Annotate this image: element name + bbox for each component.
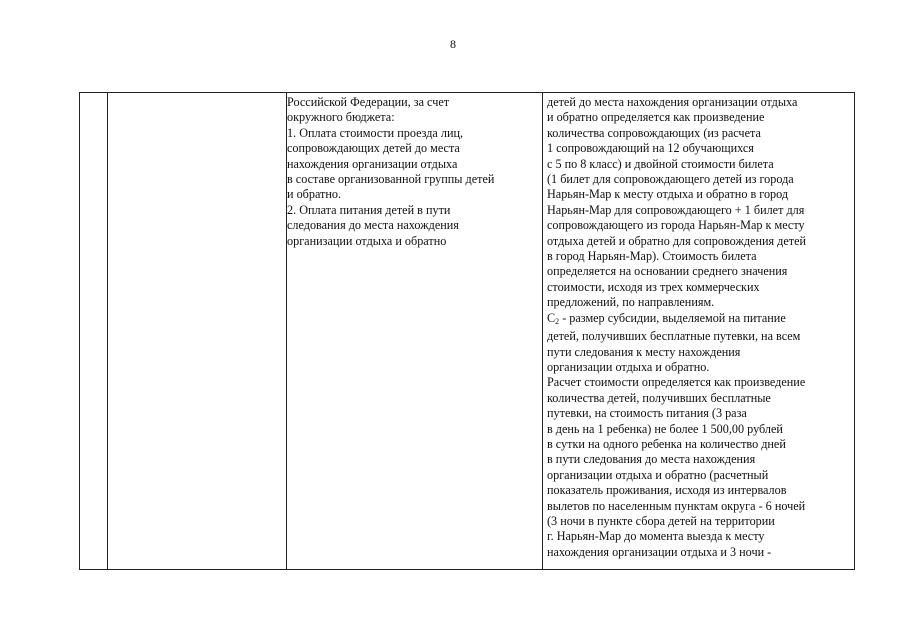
text-line: сопровождающего из города Нарьян-Мар к месту xyxy=(547,218,805,233)
text-line: организации отдыха и обратно xyxy=(287,233,447,248)
text-line: в день на 1 ребенка) не более 1 500,00 рублей xyxy=(547,421,783,436)
text-line: 1 сопровождающий на 12 обучающихся xyxy=(547,141,754,156)
text-line: 1. Оплата стоимости проезда лиц, xyxy=(287,125,464,140)
cell-calculation-method xyxy=(547,95,853,560)
text-line: отдыха детей и обратно для сопровождения детей xyxy=(547,233,807,248)
text-line: г. Нарьян-Мар до момента выезда к месту xyxy=(547,529,765,544)
text-line: пути следования к месту нахождения xyxy=(547,344,741,359)
text-line: вылетов по населенным пунктам округа - 6 ночей xyxy=(547,498,806,513)
text-line: и обратно определяется как произведение xyxy=(547,110,765,125)
text-line: стоимости, исходя из трех коммерческих xyxy=(547,279,760,294)
text-line: Нарьян-Мар для сопровождающего + 1 билет для xyxy=(547,202,805,217)
text-line: организации отдыха и обратно. xyxy=(547,359,710,374)
text-line: сопровождающих детей до места xyxy=(287,141,460,156)
text-line: нахождения организации отдыха и 3 ночи - xyxy=(547,544,772,559)
text-line: детей, получивших бесплатные путевки, на всем xyxy=(547,329,801,344)
page-number: 8 xyxy=(450,37,456,51)
text-line: (3 ночи в пункте сбора детей на территории xyxy=(547,513,775,528)
text-line: с 5 по 8 класс) и двойной стоимости билета xyxy=(547,156,774,171)
text-line: количества детей, получивших бесплатные xyxy=(547,390,771,405)
column-divider xyxy=(542,93,543,569)
text-line: Расчет стоимости определяется как произведение xyxy=(547,375,806,390)
text-line: предложений, по направлениям. xyxy=(547,295,715,310)
c2-subscript: 2 xyxy=(555,316,560,326)
text-line: показатель проживания, исходя из интервалов xyxy=(547,483,787,498)
cell-measures-list xyxy=(287,95,539,249)
text-line: путевки, на стоимость питания (3 раза xyxy=(547,406,747,421)
text-line: организации отдыха и обратно (расчетный xyxy=(547,467,769,482)
column-divider xyxy=(107,93,108,569)
text-line: и обратно. xyxy=(287,187,342,202)
text-line: следования до места нахождения xyxy=(287,218,459,233)
document-table xyxy=(79,92,855,570)
text-line: Нарьян-Мар к месту отдыха и обратно в город xyxy=(547,187,789,202)
text-line: в пути следования до места нахождения xyxy=(547,452,756,467)
text-line: окружного бюджета: xyxy=(287,110,395,125)
c2-description: - размер субсидии, выделяемой на питание xyxy=(559,310,786,325)
text-line xyxy=(547,311,853,329)
text-line: (1 билет для сопровождающего детей из города xyxy=(547,172,794,187)
text-line: в составе организованной группы детей xyxy=(287,172,495,187)
text-line: детей до места нахождения организации отдыха xyxy=(547,95,798,109)
text-line: в сутки на одного ребенка на количество дней xyxy=(547,436,786,451)
text-line: Российской Федерации, за счет xyxy=(287,95,450,109)
c2-symbol: С xyxy=(547,310,556,325)
text-line: нахождения организации отдыха xyxy=(287,156,458,171)
text-line: количества сопровождающих (из расчета xyxy=(547,125,761,140)
text-line: в город Нарьян-Мар). Стоимость билета xyxy=(547,249,757,264)
text-line: 2. Оплата питания детей в пути xyxy=(287,202,451,217)
text-line: определяется на основании среднего значения xyxy=(547,264,788,279)
